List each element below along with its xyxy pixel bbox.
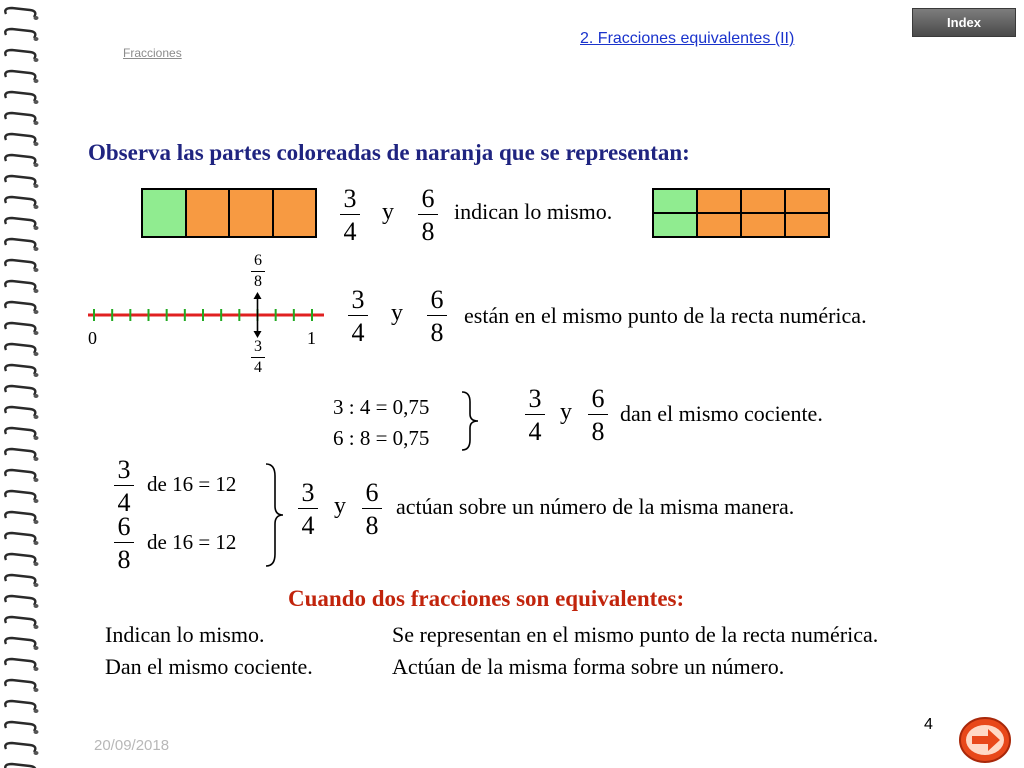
numerator: 6 [254,252,262,269]
conjunction: y [391,300,403,326]
spiral-ring [5,344,35,353]
numberline-arrowhead [254,292,262,299]
spiral-ring [5,113,35,122]
numerator: 6 [365,478,379,507]
spiral-hole [34,499,39,503]
spiral-hole [34,79,39,83]
fraction-bar [251,271,265,272]
spiral-hole [34,58,39,62]
eighth-cell [697,213,741,237]
fraction-bar [362,508,382,509]
spiral-hole [34,226,39,230]
spiral-hole [34,709,39,713]
fraction-bar [418,214,438,215]
spiral-ring [5,554,35,563]
spiral-ring [5,596,35,605]
spiral-ring [5,533,35,542]
statement-text: dan el mismo cociente. [620,401,823,426]
spiral-hole [34,163,39,167]
fraction-bar [525,414,545,415]
spiral-hole [34,247,39,251]
spiral-hole [34,100,39,104]
eighth-cell [653,189,697,213]
spiral-ring [5,218,35,227]
spiral-ring [5,701,35,710]
spiral-hole [34,142,39,146]
spiral-ring [5,659,35,668]
spiral-hole [34,205,39,209]
spiral-hole [34,394,39,398]
quarter-cell [229,189,273,237]
spiral-ring [5,155,35,164]
spiral-ring [5,470,35,479]
statement-text: están en el mismo punto de la recta numérica. [464,303,867,328]
spiral-hole [34,562,39,566]
spiral-ring [5,92,35,101]
denominator: 4 [528,417,542,446]
fraction-bar [340,214,360,215]
spiral-ring [5,407,35,416]
page-title-link[interactable]: 2. Fracciones equivalentes (II) [580,30,795,47]
spiral-hole [34,352,39,356]
denominator: 4 [117,488,131,517]
denominator: 8 [591,417,605,446]
spiral-ring [5,512,35,521]
breadcrumb[interactable]: Fracciones [123,46,182,60]
fraction-6-8 [421,285,453,347]
spiral-hole [34,331,39,335]
spiral-ring [5,323,35,332]
spiral-hole [34,436,39,440]
spiral-ring [5,260,35,269]
area-model-quarters [141,188,317,238]
quarter-cell [273,189,317,237]
spiral-hole [34,268,39,272]
denominator: 8 [421,217,435,246]
spiral-ring [5,428,35,437]
spiral-ring [5,617,35,626]
index-button[interactable]: Index [912,8,1016,37]
slide-date: 20/09/2018 [94,737,170,754]
spiral-ring [5,491,35,500]
spiral-ring [5,281,35,290]
spiral-hole [34,583,39,587]
spiral-ring [5,197,35,206]
spiral-binding-icon [0,0,44,768]
spiral-ring [5,386,35,395]
spiral-hole [34,457,39,461]
fraction-bar [588,414,608,415]
numerator: 6 [430,285,444,314]
fraction-6-8 [412,184,444,246]
fraction-6-8 [356,478,388,540]
fraction-bar [114,485,134,486]
division-equation-1: 3 : 4 = 0,75 [333,395,430,419]
spiral-hole [34,751,39,755]
spiral-hole [34,688,39,692]
spiral-hole [34,604,39,608]
spiral-ring [5,134,35,143]
summary-item: Dan el mismo cociente. [105,654,313,679]
quarter-cell [186,189,230,237]
spiral-ring [5,449,35,458]
fraction-3-4 [519,384,551,446]
numberline-fraction-bottom [248,338,268,377]
spiral-ring [5,722,35,731]
numerator: 3 [254,338,262,355]
spiral-hole [34,520,39,524]
numerator: 6 [591,384,605,413]
fraction-6-8 [108,512,140,574]
numberline-label-one: 1 [307,328,316,348]
fraction-bar [298,508,318,509]
curly-brace-icon [262,462,286,568]
denominator: 8 [254,273,262,290]
fraction-bar [427,315,447,316]
numerator: 3 [528,384,542,413]
spiral-ring [5,176,35,185]
spiral-hole [34,121,39,125]
conjunction: y [334,493,346,519]
numerator: 3 [117,455,131,484]
spiral-ring [5,71,35,80]
fraction-3-4 [108,455,140,517]
fraction-6-8 [582,384,614,446]
numerator: 3 [351,285,365,314]
division-equation-2: 6 : 8 = 0,75 [333,426,430,450]
spiral-hole [34,16,39,20]
summary-item: Actúan de la misma forma sobre un número. [392,654,785,679]
spiral-ring [5,365,35,374]
spiral-hole [34,289,39,293]
fraction-3-4 [292,478,324,540]
eighth-cell [653,213,697,237]
numerator: 3 [301,478,315,507]
operation-text-2: de 16 = 12 [147,530,237,554]
spiral-ring [5,638,35,647]
page-heading: Observa las partes coloreadas de naranja que se representan: [88,140,690,165]
numberline-label-zero: 0 [88,328,97,348]
spiral-hole [34,730,39,734]
spiral-ring [5,680,35,689]
page-number: 4 [924,716,933,733]
spiral-ring [5,239,35,248]
spiral-ring [5,575,35,584]
spiral-hole [34,541,39,545]
number-line [80,290,330,340]
denominator: 8 [117,545,131,574]
statement-text: actúan sobre un número de la misma manera. [396,494,795,519]
conjunction: y [560,399,572,425]
spiral-hole [34,415,39,419]
spiral-hole [34,310,39,314]
fraction-3-4 [334,184,366,246]
curly-brace-icon [458,390,480,452]
spiral-hole [34,373,39,377]
spiral-hole [34,478,39,482]
spiral-ring [5,302,35,311]
denominator: 4 [343,217,357,246]
area-model-eighths [652,188,830,238]
denominator: 4 [301,511,315,540]
spiral-ring [5,29,35,38]
summary-item: Se representan en el mismo punto de la recta numérica. [392,622,879,647]
quarter-cell [142,189,186,237]
fraction-bar [251,357,265,358]
fraction-bar [348,315,368,316]
spiral-hole [34,667,39,671]
spiral-hole [34,646,39,650]
fraction-3-4 [342,285,374,347]
statement-text: indican lo mismo. [454,199,613,224]
denominator: 4 [254,359,262,376]
eighth-cell [785,213,829,237]
numberline-fraction-top [248,252,268,291]
denominator: 4 [351,318,365,347]
denominator: 8 [430,318,444,347]
next-arrow-icon[interactable] [958,716,1012,764]
spiral-hole [34,37,39,41]
spiral-ring [5,743,35,752]
spiral-ring [5,50,35,59]
spiral-hole [34,184,39,188]
numerator: 6 [421,184,435,213]
summary-item: Indican lo mismo. [105,622,265,647]
spiral-ring [5,8,35,17]
denominator: 8 [365,511,379,540]
fraction-bar [114,542,134,543]
spiral-ring [5,764,35,768]
summary-heading: Cuando dos fracciones son equivalentes: [288,586,685,611]
operation-text-1: de 16 = 12 [147,472,237,496]
spiral-hole [34,625,39,629]
eighth-cell [741,189,785,213]
numerator: 3 [343,184,357,213]
eighth-cell [697,189,741,213]
conjunction: y [382,199,394,225]
eighth-cell [741,213,785,237]
numerator: 6 [117,512,131,541]
numberline-arrowhead [254,331,262,338]
eighth-cell [785,189,829,213]
